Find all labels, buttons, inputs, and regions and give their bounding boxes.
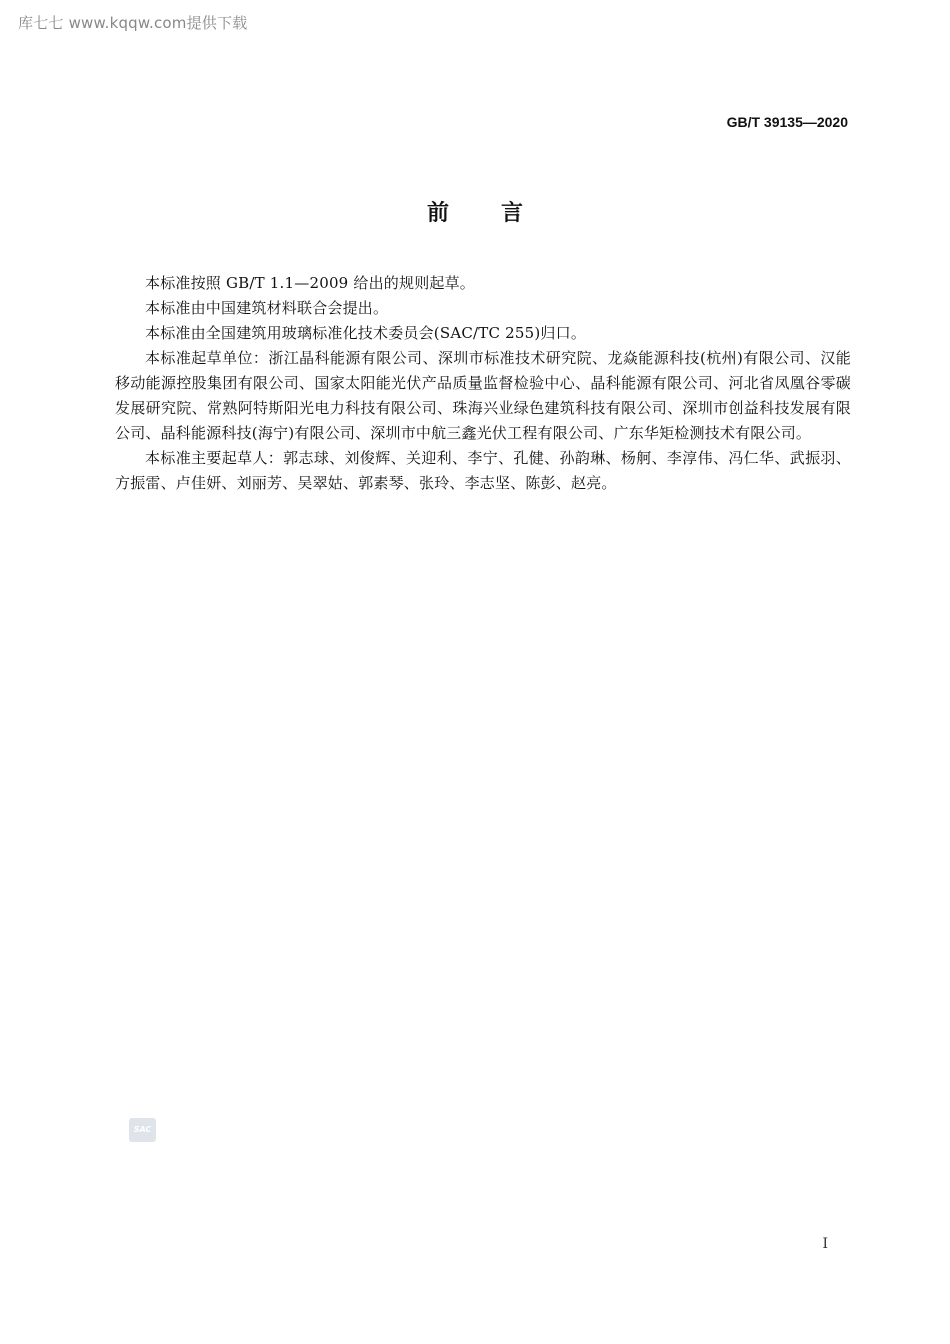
sac-logo-icon: SAC [129, 1118, 156, 1142]
page-number: I [822, 1236, 828, 1252]
paragraph-drafters: 本标准主要起草人：郭志球、刘俊辉、关迎利、李宁、孔健、孙韵琳、杨舸、李淳伟、冯仁华、武振羽、方振雷、卢佳妍、刘丽芳、吴翠姑、郭素琴、张玲、李志坚、陈彭、赵亮。 [115, 449, 851, 492]
page-title: 前言 [426, 201, 575, 226]
watermark-text: 库七七 www.kqqw.com提供下载 [18, 14, 248, 32]
preface-body [115, 271, 851, 496]
paragraph-drafting-rules: 本标准按照 GB/T 1.1—2009 给出的规则起草。 [145, 274, 475, 292]
paragraph-drafting-units: 本标准起草单位：浙江晶科能源有限公司、深圳市标准技术研究院、龙焱能源科技(杭州)有限公司、汉能移动能源控股集团有限公司、国家太阳能光伏产品质量监督检验中心、晶科能源有限公司、河北省凤凰谷零碳发展研究院、常熟阿特斯阳光电力科技有限公司、珠海兴业绿色建筑科技有限公司、深圳市创益科技发展有限公司、晶科能源科技(海宁)有限公司、深圳市中航三鑫光伏工程有限公司、广东华矩检测技术有限公司。 [115, 349, 851, 442]
paragraph-proposer: 本标准由中国建筑材料联合会提出。 [145, 299, 389, 317]
paragraph-administrator: 本标准由全国建筑用玻璃标准化技术委员会(SAC/TC 255)归口。 [145, 324, 587, 342]
standard-code: GB/T 39135—2020 [726, 114, 848, 130]
